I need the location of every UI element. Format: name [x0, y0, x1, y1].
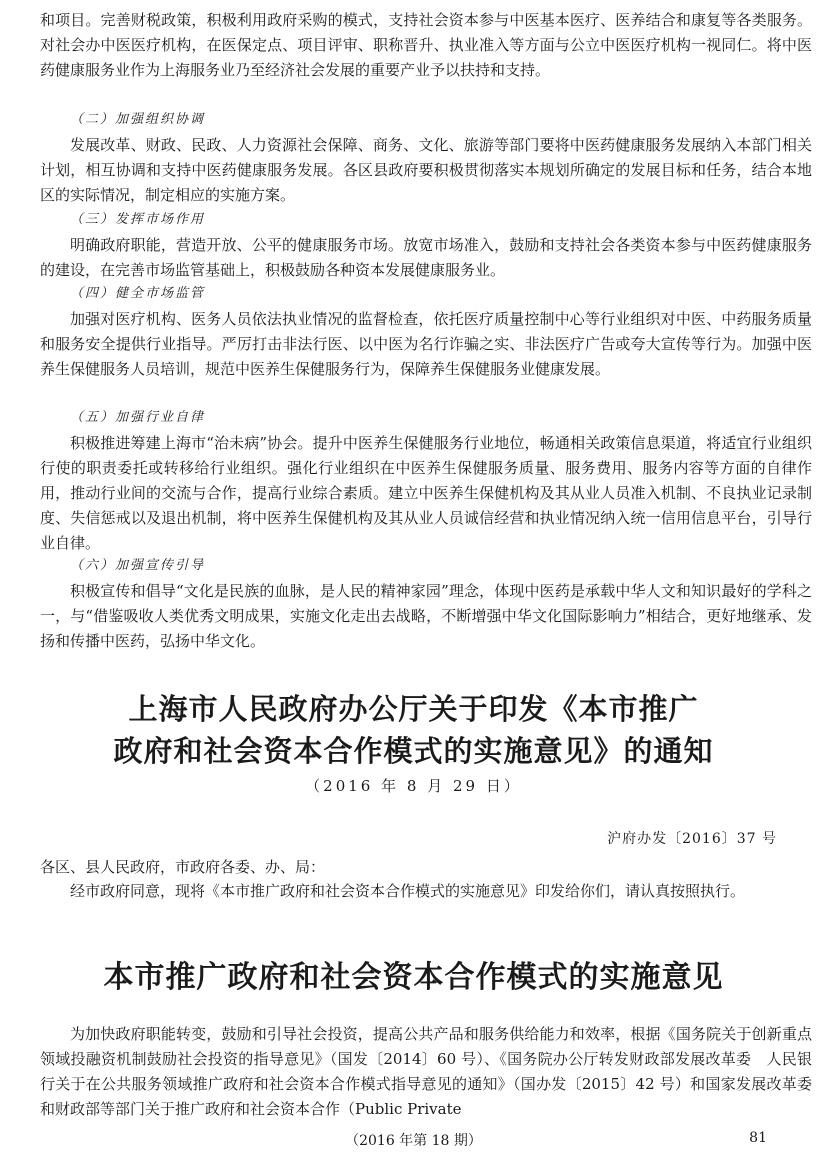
subheading-market: （三）发挥市场作用 — [70, 212, 206, 227]
subheading-organization: （二）加强组织协调 — [70, 112, 206, 127]
opinion-title: 本市推广政府和社会资本合作模式的实施意见 — [103, 960, 724, 995]
paragraph-intro: 和项目。完善财税政策，积极利用政府采购的模式，支持社会资本参与中医基本医疗、医养结合和康复等各类服务。对社会办中医医疗机构，在医保定点、项目评审、职称晋升、执业准入等方面与公立中医医疗机构一视同仁。将中医药健康服务业作为上海服务业乃至经济社会发展的重要产业予以扶持和支持。 — [40, 11, 812, 79]
page-number: 81 — [749, 1130, 767, 1146]
subheading-self-discipline: （五）加强行业自律 — [70, 410, 206, 425]
notice-body: 经市政府同意，现将《本市推广政府和社会资本合作模式的实施意见》印发给你们，请认真按照执行。 — [70, 882, 746, 900]
opinion-paragraph-1: 为加快政府职能转变，鼓励和引导社会投资，提高公共产品和服务供给能力和效率，根据《国务院关于创新重点领域投融资机制鼓励社会投资的指导意见》（国发〔2014〕60 号）、《国务院办公厅转发财政部发展改革委 人民银行关于在公共服务领域推广政府和社会资本合作模式指导意见的通知》（国办发〔2015〕42 号）和国家发展改革委和财政部等部门关于推广政府和社会资本合作（Public Private — [40, 1025, 812, 1118]
paragraph-self-discipline: 积极推进筹建上海市“治未病”协会。提升中医养生保健服务行业地位，畅通相关政策信息渠道，将适宜行业组织行使的职责委托或转移给行业组织。强化行业组织在中医养生保健服务质量、服务费用、服务内容等方面的自律作用，推动行业间的交流与合作，提高行业综合素质。建立中医养生保健机构及其从业人员准入机制、不良执业记录制度、失信惩戒以及退出机制，将中医养生保健机构及其从业人员诚信经营和执业情况纳入统一信用信息平台，引导行业自律。 — [40, 434, 812, 552]
paragraph-supervision: 加强对医疗机构、医务人员依法执业情况的监督检查，依托医疗质量控制中心等行业组织对中医、中药服务质量和服务安全提供行业指导。严厉打击非法行医、以中医为名行诈骗之实、非法医疗广告或夸大宣传等行为。加强中医养生保健服务人员培训，规范中医养生保健服务行为，保障养生保健服务业健康发展。 — [40, 310, 812, 378]
document-number: 沪府办发〔2016〕37 号 — [607, 831, 777, 847]
notice-title-line1: 上海市人民政府办公厅关于印发《本市推广 — [128, 692, 699, 726]
subheading-publicity: （六）加强宣传引导 — [70, 558, 206, 573]
footer-issue: （2016 年第 18 期） — [345, 1133, 482, 1149]
notice-date: （2016 年 8 月 29 日） — [305, 777, 522, 795]
addressee: 各区、县人民政府，市政府各委、办、局： — [40, 858, 326, 876]
paragraph-market: 明确政府职能，营造开放、公平的健康服务市场。放宽市场准入，鼓励和支持社会各类资本参与中医药健康服务的建设，在完善市场监管基础上，积极鼓励各种资本发展健康服务业。 — [40, 236, 812, 279]
paragraph-publicity: 积极宣传和倡导“文化是民族的血脉，是人民的精神家园”理念，体现中医药是承载中华人文和知识最好的学科之一，与“借鉴吸收人类优秀文明成果，实施文化走出去战略，不断增强中华文化国际影响力”相结合，更好地继承、发扬和传播中医药，弘扬中华文化。 — [40, 582, 812, 650]
paragraph-organization: 发展改革、财政、民政、人力资源社会保障、商务、文化、旅游等部门要将中医药健康服务发展纳入本部门相关计划，相互协调和支持中医药健康服务发展。各区县政府要积极贯彻落实本规划所确定的发展目标和任务，结合本地区的实际情况，制定相应的实施方案。 — [40, 136, 812, 204]
notice-title-line2: 政府和社会资本合作模式的实施意见》的通知 — [113, 734, 714, 768]
subheading-supervision: （四）健全市场监管 — [70, 286, 206, 301]
